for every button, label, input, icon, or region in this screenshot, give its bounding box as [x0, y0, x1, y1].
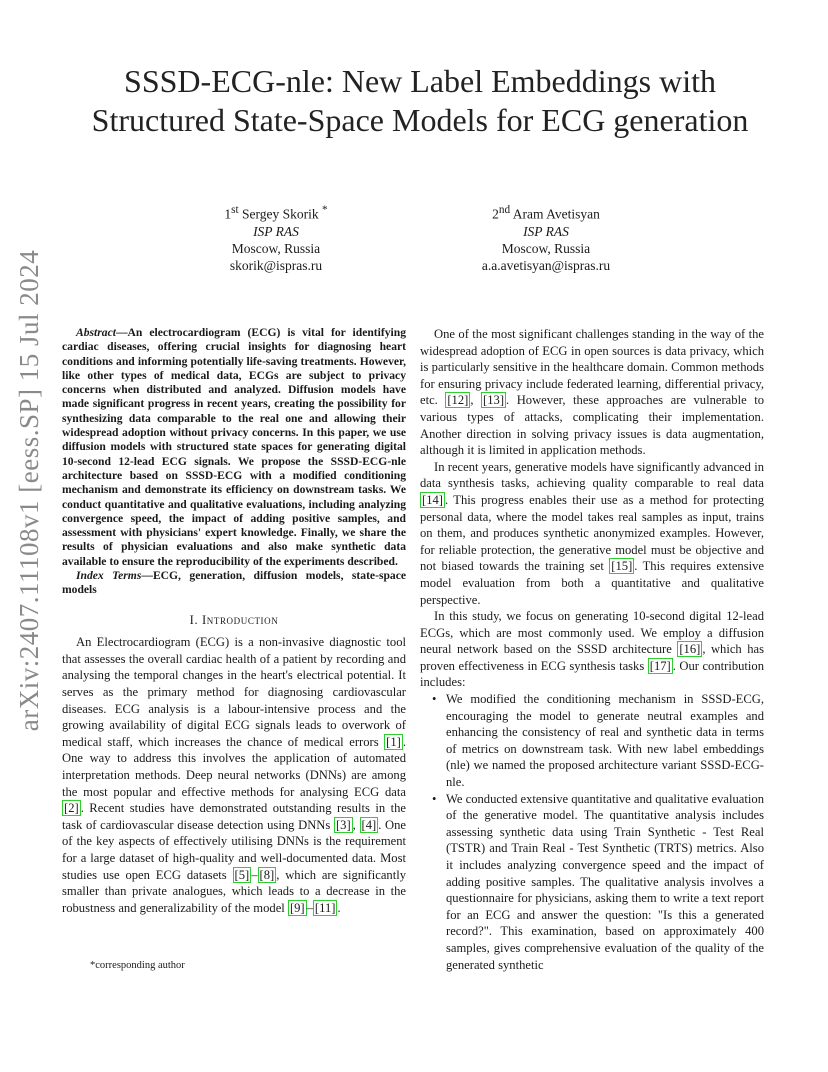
author-email: skorik@ispras.ru — [229, 257, 323, 273]
footnote: *corresponding author — [90, 960, 185, 971]
contribution-list — [420, 691, 764, 973]
citation-link[interactable]: [11] — [314, 900, 336, 915]
citation-link[interactable]: [17] — [649, 658, 671, 673]
citation-link[interactable]: [2] — [64, 801, 79, 816]
contribution-item: • We modified the conditioning mechanism in SSSD-ECG, encouraging the model to generate neutral examples and enhancing the consistency of real and synthetic data in terms of metrics on downstream task. With new label embeddings (nle) we named the proposed architecture variant SSSD-ECG-nle. — [446, 691, 764, 791]
citation-link[interactable]: [9] — [289, 900, 305, 915]
abstract — [62, 326, 406, 569]
author-affiliation: ISP RAS — [523, 223, 569, 239]
citation-link[interactable]: [14] — [422, 492, 443, 507]
paragraph-study: In this study, we focus on generating 10-second digital 12-lead ECGs, which are most commonly used. We employ a diffusion neural network based on the SSSD architecture [16] , which has proven effectiveness in ECG synthesis tasks [17] . Our contribution includes: — [420, 609, 765, 690]
citation-link[interactable]: [5] — [234, 867, 250, 882]
paragraph-privacy: One of the most significant challenges standing in the way of the widespread adoption of ECG in open sources is data privacy, which is particularly sensitive in the healthcare domain. Common methods for ensuring privacy include federated learning, differential privacy, etc. [12] , [13] . However, these approaches are vulnerable to various types of attacks, complicating their implementation. Another direction in solving privacy issues is data augmentation, although it is limited in application methods. — [420, 327, 764, 458]
index-terms — [62, 569, 406, 598]
author-location: Moscow, Russia — [231, 240, 321, 256]
abstract-lead: Abstract — [76, 326, 116, 339]
citation-link[interactable]: [15] — [611, 559, 633, 574]
author-ordinal: 1 — [224, 206, 232, 222]
corresponding-mark: * — [322, 204, 328, 216]
section-heading: I. Introduction — [189, 612, 279, 627]
author-name: Sergey Skorik — [242, 206, 319, 222]
author-location: Moscow, Russia — [501, 240, 591, 256]
citation-link[interactable]: [12] — [447, 393, 469, 408]
author-block-2 — [436, 202, 656, 274]
citation-link[interactable]: [16] — [679, 642, 701, 657]
index-terms-text: —ECG, generation, diffusion models, state-space models — [62, 569, 406, 597]
author-name-line — [436, 202, 656, 223]
author-block-1 — [166, 202, 386, 274]
author-affiliation: ISP RAS — [253, 223, 299, 239]
author-ordinal-sup: nd — [498, 204, 511, 216]
paragraph-generative: In recent years, generative models have significantly advanced in data synthesis tasks, achieving quality comparable to real data [14] . This progress enables their use as a method for protecting personal data, where the model takes real samples as input, trains on them, and produces synthetic anonymized examples. However, for reliable protection, the generative model must be objective and not biased towards the training set [15] . This requires extensive model evaluation from both a quantitative and qualitative perspective. — [420, 459, 764, 607]
abstract-text: —An electrocardiogram (ECG) is vital for identifying cardiac diseases, offering crucial insights for diagnosing heart conditions and informing potentially life-saving treatments. However, like other types of medical data, ECGs are subject to privacy concerns when distributed and analyzed. Diffusion models have made significant progress in recent years, creating the possibility for synthesizing data comparable to the real one and allowing their widespread adoption without privacy concerns. In this paper, we use diffusion models with structured state spaces for generating digital 10-second 12-lead ECG signals. We propose the SSSD-ECG-nle architecture based on SSSD-ECG with a modified conditioning mechanism and demonstrate its efficiency on downstream tasks. We conduct quantitative and qualitative evaluations, including analyzing convergence speed, the impact of adding positive samples, and assessment with physicians' expert knowledge. Finally, we share the results of physician evaluations and also make synthetic data available to ensure the reproducibility of the experiments described. — [62, 326, 406, 568]
citation-link[interactable]: [3] — [335, 817, 351, 832]
citation-link[interactable]: [1] — [386, 734, 401, 749]
arxiv-identifier — [8, 249, 52, 731]
citation-link[interactable]: [4] — [361, 817, 377, 832]
right-column — [420, 326, 764, 973]
author-name: Aram Avetisyan — [512, 206, 600, 222]
left-column — [62, 326, 406, 916]
intro-paragraph-1: An Electrocardiogram (ECG) is a non-invasive diagnostic tool that assesses the overall cardiac health of a patient by recording and analysing the temporal changes in the heart's electrical potential. It serves as the primary method for diagnosing cardiovascular diseases. ECG analysis is a labour-intensive process and the growing availability of digital ECG signals leads to overwork of medical staff, which increases the chance of medical errors [1] . One way to address this involves the application of automated interpretation methods. Deep neural networks (DNNs) are among the most popular and effective methods for analysing ECG data [2] . Recent studies have demonstrated outstanding results in the task of cardiovascular disease detection using DNNs [3] , [4] . One of the key aspects of effectively utilising DNNs is the requirement for a large dataset of high-quality and well-documented data. Most studies use open ECG datasets [5] – [8] , which are significantly smaller than private analogues, which leads to a decrease in the robustness and generalizability of the model [9] – [11] . — [62, 635, 407, 915]
contribution-item: • We conducted extensive quantitative and qualitative evaluation of the generative model. The quantitative analysis includes assessing synthetic data using Train Synthetic - Test Real (TSTR) and Train Real - Test Synthetic (TRTS) metrics. Also it includes analyzing convergence speed and the impact of adding positive samples. The qualitative analysis involves a questionnaire for physicians, asking them to write a text report for an ECG and answer the question: "Is this a generated record?". This examination, based on approximately 400 samples, gives comprehensive evaluation of the quality of the generated synthetic — [446, 791, 764, 974]
citation-link[interactable]: [8] — [259, 867, 275, 882]
author-email: a.a.avetisyan@ispras.ru — [481, 257, 611, 273]
author-ordinal-sup: st — [231, 204, 239, 216]
author-name-line — [166, 202, 386, 223]
citation-link[interactable]: [13] — [483, 393, 505, 408]
paper-title: SSSD-ECG-nle: New Label Embeddings with Structured State-Space Models for ECG generation — [91, 63, 749, 138]
arxiv-id-text: arXiv:2407.11108v1 [eess.SP] 15 Jul 2024 — [14, 249, 45, 731]
index-terms-lead: Index Terms — [76, 569, 142, 583]
author-ordinal: 2 — [492, 206, 499, 222]
